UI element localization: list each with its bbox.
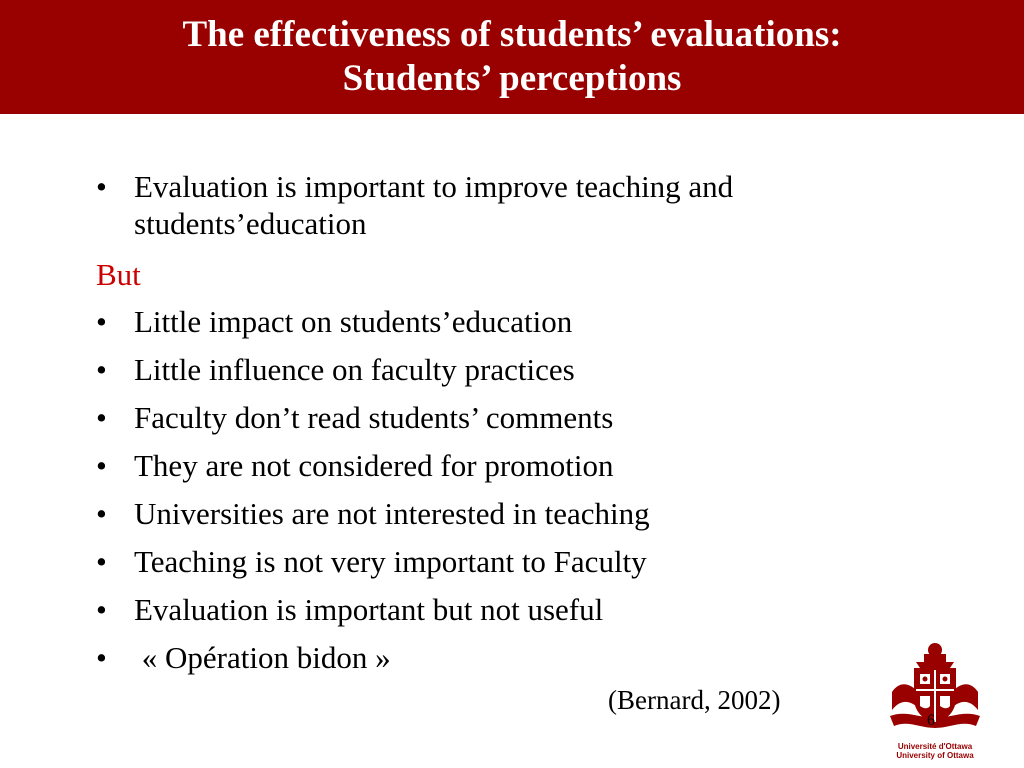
citation: (Bernard, 2002) (608, 685, 781, 715)
bullet-item (96, 447, 936, 484)
logo-text-french: Université d'Ottawa (897, 742, 973, 751)
bullet-text: Little impact on students’education (134, 304, 573, 339)
bullet-dot: • (96, 592, 107, 627)
bullet-item (96, 168, 936, 242)
university-logo (886, 640, 984, 762)
bullet-text: Evaluation is important but not useful (134, 592, 604, 627)
bullet-dot: • (96, 496, 107, 531)
bullet-dot: • (96, 304, 107, 339)
bullet-dot: • (96, 544, 107, 579)
bullet-text: « Opération bidon » (134, 640, 391, 675)
title-bar (0, 0, 1024, 114)
bullet-dot: • (96, 640, 107, 675)
page-number: 6 (927, 712, 935, 729)
bullet-item (96, 639, 936, 676)
bullet-text: They are not considered for promotion (134, 448, 614, 483)
bullet-dot: • (96, 169, 107, 204)
slide-title-line-2: Students’ perceptions (342, 58, 682, 99)
bullet-text: Faculty don’t read students’ comments (134, 400, 614, 435)
bullet-text: Teaching is not very important to Faculty (134, 544, 647, 579)
bullet-text: Universities are not interested in teaching (134, 496, 650, 531)
transition-text: But (96, 257, 141, 292)
bullet-list (96, 168, 936, 687)
logo-text-english: University of Ottawa (896, 751, 974, 760)
bullet-dot: • (96, 352, 107, 387)
bullet-text: Evaluation is important to improve teaching and students’education (134, 169, 734, 241)
bullet-dot: • (96, 400, 107, 435)
university-crest-icon (886, 640, 984, 740)
bullet-item (96, 495, 936, 532)
bullet-text: Little influence on faculty practices (134, 352, 575, 387)
bullet-item (96, 399, 936, 436)
slide-title-line-1: The effectiveness of students’ evaluations: (182, 14, 842, 55)
bullet-item (96, 543, 936, 580)
bullet-item (96, 591, 936, 628)
bullet-item (96, 303, 936, 340)
bullet-dot: • (96, 448, 107, 483)
bullet-item (96, 351, 936, 388)
